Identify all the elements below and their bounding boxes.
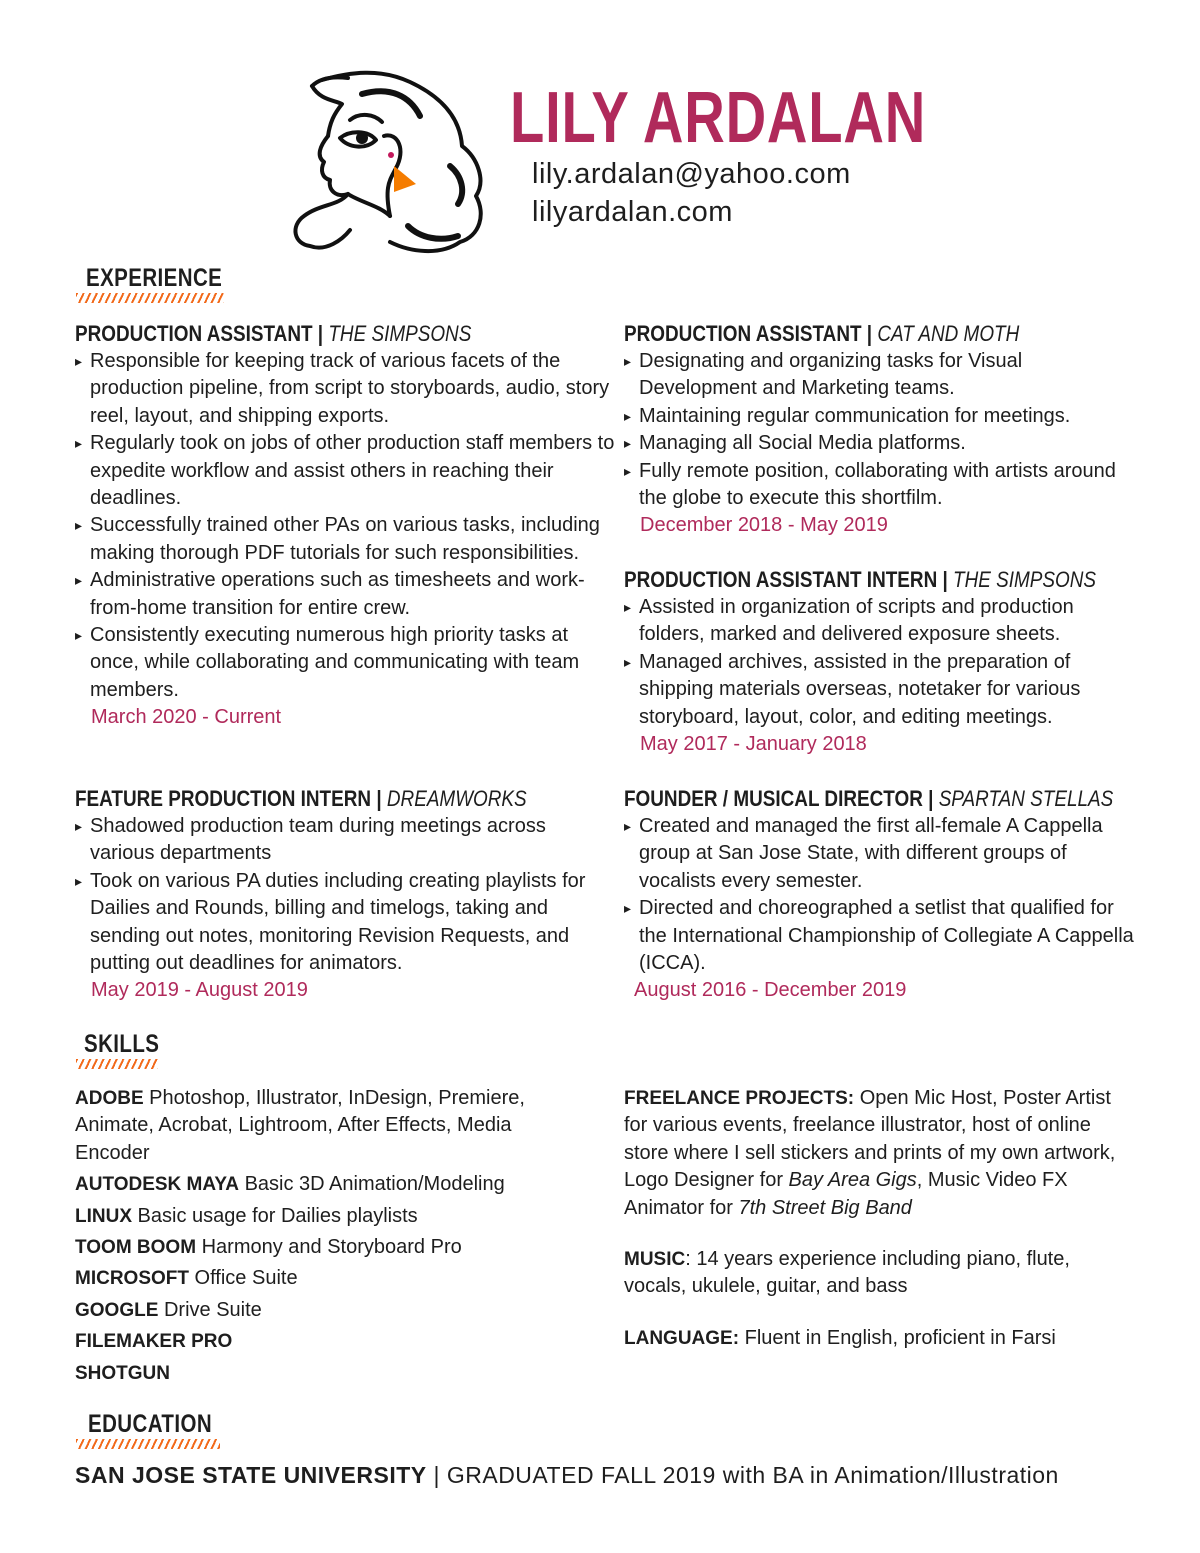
job-bullets [624,348,1124,512]
skill-item [75,1328,525,1355]
freelance-text: , Music Video FX Animator for [624,1169,1068,1219]
skill-item [75,1360,525,1387]
skill-item [75,1265,525,1292]
job-title [624,320,1054,348]
job-dates: May 2019 - August 2019 [91,979,308,1002]
section-title-skills: SKILLS [84,1030,160,1058]
candidate-name: LILY ARDALAN [510,78,927,158]
skill-text: Basic usage for Dailies playlists [132,1204,418,1227]
bullet-item: ▸ Administrative operations such as timesheets and work-from-home transition for entire crew. [75,567,615,622]
job-role: PRODUCTION ASSISTANT | [624,321,878,346]
other-skills [624,1085,1124,1352]
freelance-projects [624,1085,1124,1222]
job-bullets [624,813,1139,977]
job-dates: May 2017 - January 2018 [640,733,867,756]
email-link[interactable]: lily.ardalan@yahoo.com [532,158,851,190]
job-company: CAT AND MOTH [877,321,1020,346]
job-company: THE SIMPSONS [328,321,472,346]
job-company: THE SIMPSONS [953,567,1097,592]
bullet-item: ▸ Successfully trained other PAs on various tasks, including making thorough PDF tutorials for such responsibilities. [75,512,615,567]
job-bullets [75,813,615,977]
job-entry [75,785,615,1005]
skill-text: Office Suite [189,1267,298,1290]
section-title-experience: EXPERIENCE [86,264,223,292]
language-label: LANGUAGE: [624,1327,740,1349]
school-name: SAN JOSE STATE UNIVERSITY [75,1462,427,1488]
skill-item [75,1203,525,1230]
skill-text: Harmony and Storyboard Pro [196,1236,462,1259]
job-role: FEATURE PRODUCTION INTERN | [75,786,387,811]
bullet-item: ▸ Managing all Social Media platforms. [624,430,1124,457]
bullet-item: ▸ Maintaining regular communication for meetings. [624,403,1124,430]
skill-label: MICROSOFT [75,1268,189,1290]
skill-text: Basic 3D Animation/Modeling [239,1173,505,1196]
bullet-item: ▸ Fully remote position, collaborating with artists around the globe to execute this shortfilm. [624,458,1124,513]
job-bullets [75,348,615,704]
bullet-item: ▸ Consistently executing numerous high priority tasks at once, while collaborating and communicating with team members. [75,622,615,704]
freelance-client: Bay Area Gigs [788,1169,917,1192]
separator: | [426,1462,447,1488]
skill-label: ADOBE [75,1088,144,1109]
website-link[interactable]: lilyardalan.com [532,196,733,228]
bullet-item: ▸ Regularly took on jobs of other production staff members to expedite workflow and assist others in reaching their deadlines. [75,430,615,512]
bullet-item: ▸ Took on various PA duties including creating playlists for Dailies and Rounds, billing and timelogs, taking and sending out notes, monitoring Revision Requests, and putting out deadlines for animators. [75,868,615,978]
music-text: : 14 years experience including piano, flute, vocals, ukulele, guitar, and bass [624,1248,1070,1298]
job-dates: December 2018 - May 2019 [640,514,888,537]
job-role: PRODUCTION ASSISTANT | [75,321,329,346]
job-role: FOUNDER / MUSICAL DIRECTOR | [624,786,939,811]
job-title [624,785,1114,813]
job-title [75,785,539,813]
job-company: DREAMWORKS [386,786,527,811]
freelance-label: FREELANCE PROJECTS: [624,1088,855,1109]
job-role: PRODUCTION ASSISTANT INTERN | [624,567,954,592]
bullet-item: ▸ Managed archives, assisted in the preparation of shipping materials overseas, notetaker for various storyboard, layout, color, and editing meetings. [624,649,1124,731]
skill-label: SHOTGUN [75,1362,170,1384]
job-entry [624,566,1124,758]
job-title [624,566,1097,594]
section-title-education: EDUCATION [88,1410,213,1438]
bullet-item: ▸ Directed and choreographed a setlist that qualified for the International Championship of Collegiate A Cappella (ICCA). [624,895,1139,977]
hatch-underline-divider [76,1439,220,1449]
bullet-item: ▸ Created and managed the first all-female A Cappella group at San Jose State, with different groups of vocalists every semester. [624,813,1139,895]
bullet-item: ▸ Responsible for keeping track of various facets of the production pipeline, from script to storyboards, audio, story reel, layout, and shipping exports. [75,348,615,430]
job-dates: August 2016 - December 2019 [634,979,907,1002]
skill-label: GOOGLE [75,1299,159,1321]
degree: GRADUATED FALL 2019 with BA in Animation/Illustration [446,1462,1059,1488]
skill-text: Drive Suite [158,1298,262,1321]
job-title [75,320,539,348]
skill-item [75,1085,525,1167]
freelance-text: Open Mic Host, Poster Artist for various events, freelance illustrator, host of online store where I sell stickers and prints of my own artwork, Logo Designer for [624,1087,1116,1192]
music-label: MUSIC [624,1249,686,1271]
skill-label: AUTODESK MAYA [75,1174,240,1196]
portrait-illustration-icon [290,66,490,262]
skill-item [75,1234,525,1261]
job-dates: March 2020 - Current [91,706,282,729]
hatch-underline-divider [76,293,224,303]
job-bullets [624,594,1124,731]
skill-text: Photoshop, Illustrator, InDesign, Premiere, Animate, Acrobat, Lightroom, After Effects, Media Encoder [75,1087,525,1164]
skill-item [75,1297,525,1324]
job-company: SPARTAN STELLAS [938,786,1114,811]
bullet-item: ▸ Assisted in organization of scripts and production folders, marked and delivered exposure sheets. [624,594,1124,649]
job-entry [624,785,1139,1005]
skills-list [75,1085,525,1387]
bullet-item: ▸ Shadowed production team during meetings across various departments [75,813,615,868]
freelance-client: 7th Street Big Band [738,1196,912,1219]
language-skill [624,1325,1124,1352]
skill-label: LINUX [75,1205,132,1227]
hatch-underline-divider [76,1059,158,1069]
skill-label: TOOM BOOM [75,1237,197,1259]
skill-label: FILEMAKER PRO [75,1331,233,1353]
job-entry [624,320,1124,540]
job-entry [75,320,615,732]
language-text: Fluent in English, proficient in Farsi [739,1326,1056,1349]
music-skill [624,1246,1124,1301]
skill-item [75,1171,525,1198]
bullet-item: ▸ Designating and organizing tasks for Visual Development and Marketing teams. [624,348,1124,403]
education-entry [75,1462,1059,1489]
